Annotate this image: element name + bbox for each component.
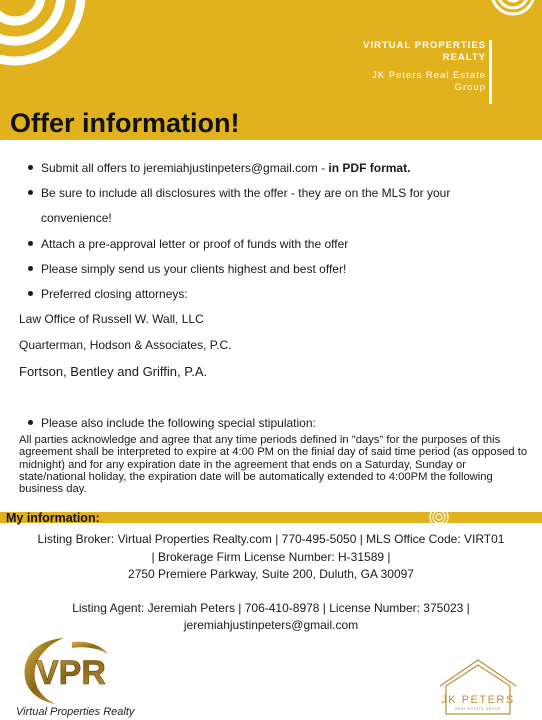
bullet-dot bbox=[28, 266, 33, 271]
bullet-dot bbox=[28, 420, 33, 425]
bullet-bold-text: in PDF format. bbox=[328, 161, 411, 175]
stipulation-text: All parties acknowledge and agree that any time periods defined in "days" for the purposes of this agreement shall be interpreted to expire at 4:00 PM on the finial day of said time period (as opposed to midnight) and for any expiration date in the agreement that ends on a Saturday, Sunday or state/national holiday, the expiration date will be automatically extended to 4:00PM the following business day. bbox=[19, 434, 528, 496]
bullet-text: Be sure to include all disclosures with the offer - they are on the MLS for your bbox=[41, 186, 451, 200]
broker-line-3: 2750 Premiere Parkway, Suite 200, Duluth, GA 30097 bbox=[128, 567, 414, 581]
brand-divider bbox=[489, 40, 492, 104]
brand-block bbox=[363, 40, 486, 94]
bullet-disclosures bbox=[28, 180, 450, 206]
jk-sub-text: REAL ESTATE GROUP bbox=[454, 707, 502, 711]
bullet-dot bbox=[28, 291, 33, 296]
bullet-text: Please also include the following special stipulation: bbox=[41, 416, 316, 430]
info-arcs-decoration bbox=[424, 510, 454, 524]
concentric-arcs-decoration bbox=[0, 0, 120, 90]
bullet-text: Attach a pre-approval letter or proof of funds with the offer bbox=[41, 237, 349, 251]
jk-peters-logo bbox=[432, 656, 524, 718]
brand-company-line2: REALTY bbox=[442, 52, 486, 63]
bullet-attorneys bbox=[28, 281, 188, 307]
page-title: Offer information! bbox=[10, 108, 240, 138]
bullet-text: convenience! bbox=[41, 211, 112, 225]
broker-line-2: | Brokerage Firm License Number: H-31589 | bbox=[151, 550, 391, 564]
brand-group-line1: JK Peters Real Estate bbox=[372, 70, 486, 81]
bullet-text: Preferred closing attorneys: bbox=[41, 287, 188, 301]
bullet-text: Submit all offers to jeremiahjustinpeters@gmail.com - bbox=[41, 161, 329, 175]
vpr-caption: Virtual Properties Realty bbox=[16, 706, 135, 718]
jk-name-text: JK PETERS bbox=[441, 694, 515, 706]
bullet-dot bbox=[28, 190, 33, 195]
attorney-item: Fortson, Bentley and Griffin, P.A. bbox=[19, 364, 208, 379]
brand-group-line2: Group bbox=[454, 82, 486, 93]
attorney-item: Quarterman, Hodson & Associates, P.C. bbox=[19, 338, 232, 352]
corner-arcs-decoration bbox=[490, 0, 536, 16]
bullet-dot bbox=[28, 241, 33, 246]
bullet-stipulation bbox=[28, 410, 316, 436]
bullet-dot bbox=[28, 165, 33, 170]
bullet-disclosures-continued bbox=[28, 205, 112, 231]
vpr-logo bbox=[14, 632, 134, 706]
bullet-text: Please simply send us your clients highest and best offer! bbox=[41, 262, 347, 276]
bullet-highest-offer bbox=[28, 256, 346, 282]
brand-company-line1: VIRTUAL PROPERTIES bbox=[363, 40, 486, 51]
agent-email: jeremiahjustinpeters@gmail.com bbox=[183, 618, 359, 632]
bullet-submit-offers bbox=[28, 155, 410, 181]
attorney-item: Law Office of Russell W. Wall, LLC bbox=[19, 312, 204, 326]
broker-line-1: Listing Broker: Virtual Properties Realty.com | 770-495-5050 | MLS Office Code: VIRT01 bbox=[37, 532, 505, 546]
agent-line-1: Listing Agent: Jeremiah Peters | 706-410-8978 | License Number: 375023 | bbox=[72, 601, 470, 615]
info-title: My information: bbox=[6, 511, 100, 525]
vpr-mark-text: VPR bbox=[36, 654, 106, 692]
bullet-preapproval bbox=[28, 231, 348, 257]
